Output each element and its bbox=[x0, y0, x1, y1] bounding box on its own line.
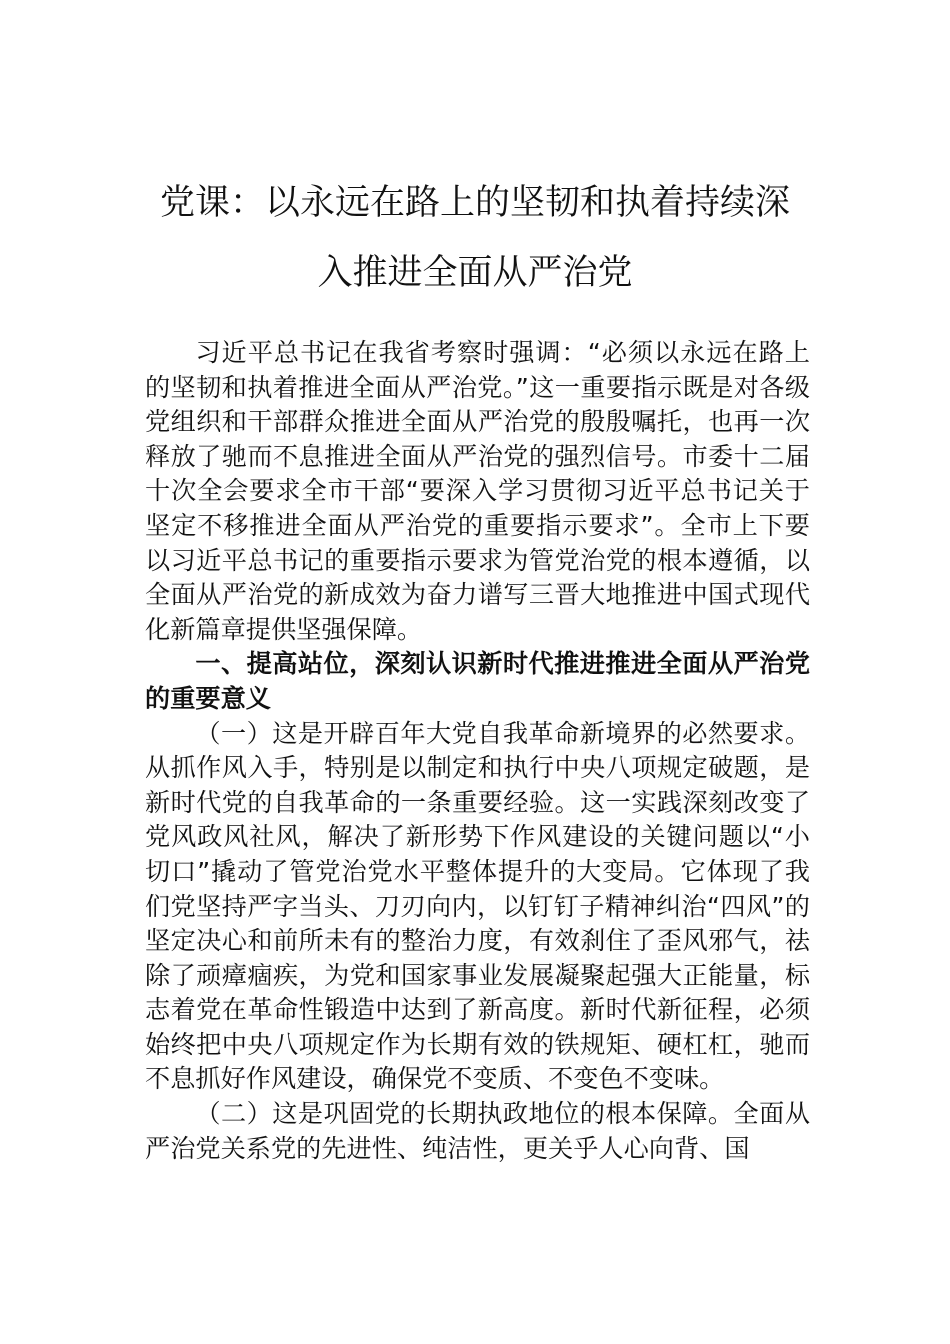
paragraph-point-1: （一）这是开辟百年大党自我革命新境界的必然要求。从抓作风入手，特别是以制定和执行中央八项规定破题，是新时代党的自我革命的一条重要经验。这一实践深刻改变了党风政风社风，解决了新形势下作风建设的关键问题以“小切口”撬动了管党治党水平整体提升的大变局。它体现了我们党坚持严字当头、刀刃向内，以钉钉子精神纠治“四风”的坚定决心和前所未有的整治力度，有效刹住了歪风邪气，祛除了顽瘴痼疾，为党和国家事业发展凝聚起强大正能量，标志着党在革命性锻造中达到了新高度。新时代新征程，必须始终把中央八项规定作为长期有效的铁规矩、硬杠杠，驰而不息抓好作风建设，确保党不变质、不变色不变味。 bbox=[145, 718, 810, 1094]
paragraph-intro: 习近平总书记在我省考察时强调：“必须以永远在路上的坚韧和执着推进全面从严治党。”这一重要指示既是对各级党组织和干部群众推进全面从严治党的殷殷嘱托，也再一次释放了驰而不息推进全面从严治党的强烈信号。市委十二届十次全会要求全市干部“要深入学习贯彻习近平总书记关于坚定不移推进全面从严治党的重要指示要求”。全市上下要以习近平总书记的重要指示要求为管党治党的根本遵循，以全面从严治党的新成效为奋力谱写三晋大地推进中国式现代化新篇章提供坚强保障。 bbox=[145, 338, 810, 644]
title-line-1: 党课：以永远在路上的坚韧和执着持续深 bbox=[159, 183, 790, 223]
paragraph-point-2: （二）这是巩固党的长期执政地位的根本保障。全面从严治党关系党的先进性、纯洁性，更关乎人心向背、国 bbox=[145, 1099, 810, 1163]
section-heading-1: 一、提高站位，深刻认识新时代推进推进全面从严治党的重要意义 bbox=[145, 649, 810, 713]
document-title bbox=[120, 168, 830, 308]
document-body bbox=[145, 336, 810, 1166]
title-line-2: 入推进全面从严治党 bbox=[317, 253, 633, 293]
